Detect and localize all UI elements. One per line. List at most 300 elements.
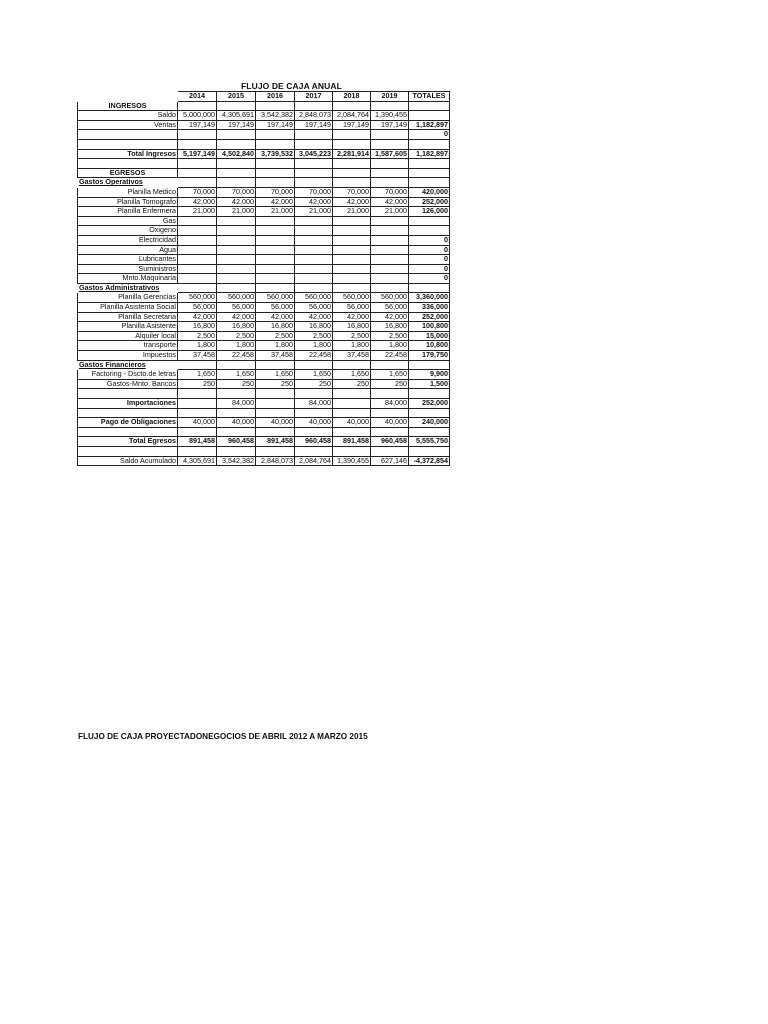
- value-cell: 56,000: [295, 303, 333, 313]
- value-cell: [256, 399, 295, 409]
- total-cell: [409, 446, 450, 456]
- row-label: Planilla Tomografo: [78, 197, 178, 207]
- value-cell: 560,000: [295, 293, 333, 303]
- value-cell: [333, 159, 371, 169]
- table-row: [78, 283, 450, 293]
- value-cell: 250: [295, 379, 333, 389]
- value-cell: 21,000: [333, 207, 371, 217]
- table-row: [78, 446, 450, 456]
- value-cell: 84,000: [217, 399, 256, 409]
- value-cell: [371, 255, 409, 265]
- total-cell: 252,000: [409, 312, 450, 322]
- value-cell: 891,458: [256, 437, 295, 447]
- year-header: 2014: [178, 92, 217, 102]
- value-cell: [256, 216, 295, 226]
- value-cell: [371, 226, 409, 236]
- total-cell: 1,500: [409, 379, 450, 389]
- value-cell: 42,000: [256, 197, 295, 207]
- value-cell: 42,000: [295, 312, 333, 322]
- value-cell: 16,800: [256, 322, 295, 332]
- value-cell: 42,000: [217, 197, 256, 207]
- row-label: Saldo Acumulado: [78, 456, 178, 466]
- table-row: [78, 168, 450, 178]
- value-cell: [217, 446, 256, 456]
- total-cell: [409, 360, 450, 370]
- table-row: [78, 399, 450, 409]
- value-cell: 1,800: [333, 341, 371, 351]
- total-cell: 0: [409, 245, 450, 255]
- row-label: [78, 427, 178, 437]
- row-label: Alquiler local: [78, 331, 178, 341]
- value-cell: 37,458: [333, 351, 371, 361]
- total-cell: [409, 283, 450, 293]
- value-cell: 4,305,691: [217, 111, 256, 121]
- total-cell: 1,182,897: [409, 149, 450, 159]
- value-cell: [256, 389, 295, 399]
- row-label: [78, 389, 178, 399]
- sheet-title: FLUJO DE CAJA ANUAL: [241, 81, 342, 91]
- value-cell: [333, 168, 371, 178]
- value-cell: [256, 264, 295, 274]
- value-cell: 1,800: [295, 341, 333, 351]
- year-header: 2019: [371, 92, 409, 102]
- value-cell: [295, 101, 333, 111]
- table-row: [78, 408, 450, 418]
- table-row: [78, 111, 450, 121]
- value-cell: 2,500: [217, 331, 256, 341]
- value-cell: [371, 178, 409, 188]
- value-cell: [256, 245, 295, 255]
- value-cell: 197,149: [178, 120, 217, 130]
- value-cell: [178, 360, 217, 370]
- value-cell: [256, 226, 295, 236]
- value-cell: [371, 101, 409, 111]
- value-cell: [178, 178, 217, 188]
- row-label: Gastos-Mnto. Bancos: [78, 379, 178, 389]
- table-row: [78, 149, 450, 159]
- value-cell: [178, 101, 217, 111]
- value-cell: 70,000: [371, 187, 409, 197]
- value-cell: 37,458: [178, 351, 217, 361]
- table-row: [78, 312, 450, 322]
- table-row: [78, 437, 450, 447]
- table-row: [78, 187, 450, 197]
- total-cell: [409, 389, 450, 399]
- row-label: Suministros: [78, 264, 178, 274]
- value-cell: 1,800: [178, 341, 217, 351]
- value-cell: [217, 226, 256, 236]
- table-row: [78, 226, 450, 236]
- table-row: [78, 207, 450, 217]
- value-cell: [217, 216, 256, 226]
- value-cell: 16,800: [217, 322, 256, 332]
- value-cell: 1,800: [371, 341, 409, 351]
- value-cell: [217, 274, 256, 284]
- row-label: Mnto.Maquinaria: [78, 274, 178, 284]
- value-cell: [333, 139, 371, 149]
- value-cell: [333, 274, 371, 284]
- value-cell: [256, 274, 295, 284]
- row-label: INGRESOS: [78, 101, 178, 111]
- value-cell: 42,000: [256, 312, 295, 322]
- total-cell: 0: [409, 274, 450, 284]
- value-cell: [333, 245, 371, 255]
- row-label: Lubricantes: [78, 255, 178, 265]
- table-row: [78, 101, 450, 111]
- value-cell: 56,000: [256, 303, 295, 313]
- value-cell: [333, 389, 371, 399]
- value-cell: 560,000: [178, 293, 217, 303]
- total-cell: 9,900: [409, 370, 450, 380]
- value-cell: 40,000: [256, 418, 295, 428]
- row-label: EGRESOS: [78, 168, 178, 178]
- value-cell: [371, 446, 409, 456]
- value-cell: 1,650: [371, 370, 409, 380]
- value-cell: 40,000: [371, 418, 409, 428]
- total-cell: 5,555,750: [409, 437, 450, 447]
- value-cell: 1,650: [333, 370, 371, 380]
- value-cell: [217, 159, 256, 169]
- value-cell: [371, 159, 409, 169]
- value-cell: [178, 139, 217, 149]
- table-row: [78, 245, 450, 255]
- value-cell: [333, 446, 371, 456]
- value-cell: 197,149: [371, 120, 409, 130]
- value-cell: 42,000: [178, 197, 217, 207]
- value-cell: 197,149: [295, 120, 333, 130]
- value-cell: [333, 264, 371, 274]
- total-cell: 0: [409, 130, 450, 140]
- row-label: Saldo: [78, 111, 178, 121]
- value-cell: [333, 226, 371, 236]
- value-cell: [256, 139, 295, 149]
- total-cell: 252,000: [409, 197, 450, 207]
- row-label: Planilla Gerencias: [78, 293, 178, 303]
- row-label: Electricidad: [78, 235, 178, 245]
- total-cell: 0: [409, 264, 450, 274]
- value-cell: [371, 427, 409, 437]
- value-cell: [217, 130, 256, 140]
- value-cell: 21,000: [217, 207, 256, 217]
- value-cell: [295, 427, 333, 437]
- value-cell: 1,800: [217, 341, 256, 351]
- header-corner: [78, 92, 178, 102]
- total-cell: 252,000: [409, 399, 450, 409]
- value-cell: 70,000: [333, 187, 371, 197]
- value-cell: 960,458: [295, 437, 333, 447]
- value-cell: [371, 168, 409, 178]
- value-cell: [295, 226, 333, 236]
- value-cell: [217, 168, 256, 178]
- value-cell: [256, 360, 295, 370]
- total-cell: [409, 216, 450, 226]
- value-cell: [295, 283, 333, 293]
- value-cell: 1,650: [256, 370, 295, 380]
- value-cell: [256, 178, 295, 188]
- row-label: Oxigeno: [78, 226, 178, 236]
- value-cell: 42,000: [371, 197, 409, 207]
- year-header: 2015: [217, 92, 256, 102]
- value-cell: [178, 226, 217, 236]
- value-cell: 560,000: [333, 293, 371, 303]
- value-cell: [371, 264, 409, 274]
- value-cell: [256, 427, 295, 437]
- value-cell: 3,542,382: [217, 456, 256, 466]
- value-cell: 16,800: [371, 322, 409, 332]
- value-cell: 197,149: [333, 120, 371, 130]
- row-label: [78, 408, 178, 418]
- total-cell: 1,182,897: [409, 120, 450, 130]
- table-row: [78, 331, 450, 341]
- value-cell: 560,000: [371, 293, 409, 303]
- value-cell: [333, 216, 371, 226]
- value-cell: 891,458: [178, 437, 217, 447]
- table-row: [78, 379, 450, 389]
- table-row: [78, 418, 450, 428]
- value-cell: [178, 159, 217, 169]
- value-cell: [295, 178, 333, 188]
- value-cell: [371, 235, 409, 245]
- value-cell: 5,000,000: [178, 111, 217, 121]
- value-cell: 250: [217, 379, 256, 389]
- value-cell: 2,500: [371, 331, 409, 341]
- value-cell: 2,084,764: [295, 456, 333, 466]
- total-cell: 10,800: [409, 341, 450, 351]
- row-label: Gastos Financieros: [79, 360, 146, 369]
- value-cell: 37,458: [256, 351, 295, 361]
- value-cell: [217, 139, 256, 149]
- value-cell: [178, 399, 217, 409]
- row-label: Gastos Administrativos: [79, 283, 160, 292]
- value-cell: [371, 139, 409, 149]
- value-cell: [178, 283, 217, 293]
- value-cell: 70,000: [217, 187, 256, 197]
- row-label: [78, 159, 178, 169]
- row-label: Impuestos: [78, 351, 178, 361]
- total-cell: [409, 159, 450, 169]
- value-cell: [256, 101, 295, 111]
- value-cell: 21,000: [178, 207, 217, 217]
- value-cell: 21,000: [295, 207, 333, 217]
- value-cell: [333, 399, 371, 409]
- value-cell: 42,000: [217, 312, 256, 322]
- value-cell: 250: [178, 379, 217, 389]
- table-row: [78, 255, 450, 265]
- value-cell: 21,000: [256, 207, 295, 217]
- value-cell: [295, 264, 333, 274]
- value-cell: 2,848,073: [295, 111, 333, 121]
- value-cell: [295, 159, 333, 169]
- value-cell: 197,149: [256, 120, 295, 130]
- table-row: [78, 370, 450, 380]
- value-cell: 627,146: [371, 456, 409, 466]
- table-row: [78, 351, 450, 361]
- table-row: [78, 274, 450, 284]
- value-cell: 22,458: [371, 351, 409, 361]
- total-cell: 0: [409, 235, 450, 245]
- value-cell: 16,800: [178, 322, 217, 332]
- value-cell: 42,000: [371, 312, 409, 322]
- value-cell: [295, 130, 333, 140]
- value-cell: [217, 427, 256, 437]
- value-cell: 891,458: [333, 437, 371, 447]
- table-row: [78, 293, 450, 303]
- value-cell: [256, 235, 295, 245]
- value-cell: 56,000: [371, 303, 409, 313]
- total-cell: 15,000: [409, 331, 450, 341]
- value-cell: [333, 360, 371, 370]
- value-cell: [333, 427, 371, 437]
- value-cell: 1,650: [217, 370, 256, 380]
- value-cell: 70,000: [178, 187, 217, 197]
- value-cell: 1,800: [256, 341, 295, 351]
- value-cell: [256, 408, 295, 418]
- value-cell: 4,305,691: [178, 456, 217, 466]
- value-cell: [217, 408, 256, 418]
- total-cell: 0: [409, 255, 450, 265]
- value-cell: 42,000: [333, 312, 371, 322]
- total-cell: 100,800: [409, 322, 450, 332]
- table-row: [78, 159, 450, 169]
- value-cell: 3,739,532: [256, 149, 295, 159]
- value-cell: [295, 446, 333, 456]
- value-cell: [295, 235, 333, 245]
- table-row: [78, 427, 450, 437]
- value-cell: [217, 283, 256, 293]
- value-cell: [178, 264, 217, 274]
- value-cell: 4,502,840: [217, 149, 256, 159]
- row-label: Pago de Obligaciones: [78, 418, 178, 428]
- total-cell: 336,000: [409, 303, 450, 313]
- value-cell: 84,000: [371, 399, 409, 409]
- value-cell: [333, 283, 371, 293]
- value-cell: [256, 159, 295, 169]
- value-cell: 250: [371, 379, 409, 389]
- value-cell: [217, 235, 256, 245]
- row-label: Factoring - Dscto.de letras: [78, 370, 178, 380]
- value-cell: [178, 274, 217, 284]
- value-cell: 5,197,149: [178, 149, 217, 159]
- total-cell: [409, 427, 450, 437]
- total-cell: -4,372,854: [409, 456, 450, 466]
- row-label: [78, 139, 178, 149]
- value-cell: [295, 255, 333, 265]
- value-cell: 960,458: [217, 437, 256, 447]
- value-cell: [256, 255, 295, 265]
- total-cell: [409, 408, 450, 418]
- value-cell: [371, 245, 409, 255]
- total-cell: 126,000: [409, 207, 450, 217]
- value-cell: 22,458: [217, 351, 256, 361]
- value-cell: 250: [256, 379, 295, 389]
- value-cell: 1,650: [295, 370, 333, 380]
- value-cell: 3,045,223: [295, 149, 333, 159]
- value-cell: [217, 178, 256, 188]
- value-cell: 40,000: [217, 418, 256, 428]
- total-cell: [409, 168, 450, 178]
- value-cell: 84,000: [295, 399, 333, 409]
- value-cell: [371, 130, 409, 140]
- row-label: Total Ingresos: [78, 149, 178, 159]
- value-cell: 2,500: [333, 331, 371, 341]
- table-row: [78, 197, 450, 207]
- year-header: 2016: [256, 92, 295, 102]
- value-cell: 56,000: [217, 303, 256, 313]
- row-label: Planilla Asistente: [78, 322, 178, 332]
- row-label: Total Egresos: [78, 437, 178, 447]
- value-cell: [295, 216, 333, 226]
- value-cell: 2,500: [178, 331, 217, 341]
- value-cell: [217, 264, 256, 274]
- value-cell: [217, 360, 256, 370]
- total-cell: [409, 111, 450, 121]
- value-cell: [217, 245, 256, 255]
- value-cell: [217, 101, 256, 111]
- value-cell: [178, 389, 217, 399]
- value-cell: 56,000: [178, 303, 217, 313]
- value-cell: [295, 245, 333, 255]
- value-cell: 70,000: [295, 187, 333, 197]
- value-cell: [178, 408, 217, 418]
- value-cell: [295, 168, 333, 178]
- value-cell: [295, 274, 333, 284]
- value-cell: [295, 139, 333, 149]
- value-cell: [333, 101, 371, 111]
- value-cell: [371, 216, 409, 226]
- value-cell: [217, 389, 256, 399]
- table-row: [78, 360, 450, 370]
- value-cell: 960,458: [371, 437, 409, 447]
- row-label: Planilla Medico: [78, 187, 178, 197]
- value-cell: [295, 389, 333, 399]
- value-cell: [178, 446, 217, 456]
- row-label: Planilla Asistenta Social: [78, 303, 178, 313]
- value-cell: 42,000: [295, 197, 333, 207]
- total-cell: [409, 101, 450, 111]
- total-cell: 420,000: [409, 187, 450, 197]
- value-cell: [256, 130, 295, 140]
- value-cell: 56,000: [333, 303, 371, 313]
- year-header: 2018: [333, 92, 371, 102]
- value-cell: 40,000: [333, 418, 371, 428]
- value-cell: 40,000: [178, 418, 217, 428]
- row-label: Importaciones: [78, 399, 178, 409]
- row-label: Ventas: [78, 120, 178, 130]
- value-cell: 1,390,455: [371, 111, 409, 121]
- value-cell: 2,281,914: [333, 149, 371, 159]
- total-cell: 179,750: [409, 351, 450, 361]
- table-row: [78, 389, 450, 399]
- value-cell: [371, 274, 409, 284]
- value-cell: 2,848,073: [256, 456, 295, 466]
- value-cell: 560,000: [256, 293, 295, 303]
- value-cell: 1,390,455: [333, 456, 371, 466]
- total-cell: 240,000: [409, 418, 450, 428]
- value-cell: [178, 255, 217, 265]
- value-cell: [178, 235, 217, 245]
- row-label: Planilla Enfermera: [78, 207, 178, 217]
- value-cell: 2,084,764: [333, 111, 371, 121]
- value-cell: 2,500: [256, 331, 295, 341]
- value-cell: [333, 130, 371, 140]
- year-header: 2017: [295, 92, 333, 102]
- value-cell: [178, 427, 217, 437]
- value-cell: 42,000: [178, 312, 217, 322]
- value-cell: 42,000: [333, 197, 371, 207]
- cash-flow-table: [77, 91, 450, 466]
- value-cell: [371, 283, 409, 293]
- table-row: [78, 139, 450, 149]
